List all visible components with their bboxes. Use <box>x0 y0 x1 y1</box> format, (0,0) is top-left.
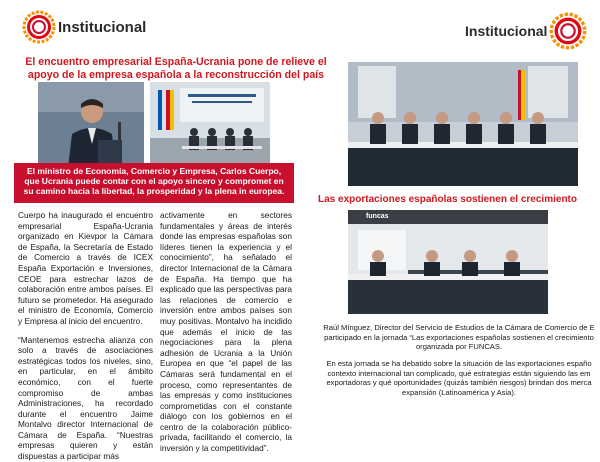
right-logo <box>465 12 587 50</box>
conference-photo <box>348 62 578 186</box>
right-caption-line-2: participado en la jornada “Las exportaciones españolas sostienen el crecimiento <box>324 332 594 342</box>
left-col2-paragraph-1: activamente en sectores fundamentales y áreas de interés donde las empresas españolas son líderes tienen la experiencia y el conocimiento”, ha señalado el director Internacional de la Cámara de España. Ha tiempo que ha explicado que las perspectivas para las relaciones de comercio e inversión entre ambos países son muy positivas. Montalvo ha incidido que además el inicio de las negociaciones para la plena adhesión de Ucrania a la Unión Europea en que “el papel de las Cámaras será fundamental en el proceso, como representantes de las empresas y como instituciones comprometidas con el constante diálogo con los gobiernos en el centro de la colaboración público-privada, facilitando el comercio, la inversión y la competitividad”. <box>160 210 292 454</box>
camara-ring-logo-icon <box>549 12 587 50</box>
camara-ring-logo-icon <box>22 10 56 44</box>
left-column-1 <box>18 210 153 462</box>
right-caption-line-3: organizada por FUNCAS. <box>415 342 503 352</box>
right-caption-line-1: Raúl Mínguez, Director del Servicio de Estudios de la Cámara de Comercio de E <box>323 323 595 332</box>
funcas-screen-label: funcas <box>366 213 389 220</box>
left-col1-paragraph-1: Cuerpo ha inaugurado el encuentro empresarial España-Ucrania organizado en Kievpor la Cámara de España, la Secretaría de Estado de Comercio a través de ICEX España Exportación e Inversiones, CEOE para estrechar lazos de colaboración entre ambos países. El futuro se prometedor. Ha asegurado el ministro de Economía, Comercio y Empresa al inicio del encuentro. <box>18 210 153 326</box>
right-caption <box>318 323 600 352</box>
right-body-line-1: En esta jornada se ha debatido sobre la situación de las exportaciones españo <box>326 359 592 368</box>
funcas-photo <box>348 210 548 314</box>
speaker-photo <box>38 82 144 168</box>
left-headline-line1: El encuentro empresarial España-Ucrania pone de relieve el <box>25 56 327 68</box>
left-headline <box>22 56 330 82</box>
left-caption: El ministro de Economía, Comercio y Empresa, Carlos Cuerpo, que Ucrania puede contar con el apoyo sincero y compromet en su camino hacia la libertad, la prosperidad y la plena in europea. <box>14 163 294 203</box>
left-column-2 <box>160 210 292 454</box>
left-logo-text: Institucional <box>58 18 147 36</box>
right-body <box>318 359 600 397</box>
left-headline-line2: apoyo de la empresa española a la reconstrucción del país <box>27 69 325 81</box>
right-headline: Las exportaciones españolas sostienen el crecimiento <box>318 194 577 205</box>
right-body-line-3: exportadoras y qué oportunidades (quizás también riesgos) brindan dos merca <box>326 378 592 388</box>
right-body-line-4: expansión (Latinoamérica y Asia). <box>402 387 516 397</box>
left-logo <box>22 10 146 44</box>
right-logo-text: Institucional <box>465 23 548 39</box>
right-body-line-2: contexto internacional tan complicado, qué estrategias están siguiendo las em <box>327 368 591 378</box>
panel-photo <box>150 82 270 168</box>
left-col1-paragraph-2: “Mantenemos estrecha alianza con solo a través de asociaciones estratégicas todos los niveles, sino, en particular, en el ámbito económico, con el fuerte compromiso de ambas Administraciones, ha recordado durante el encuentro Jaime Montalvo director Internacional de Cámara de España. “Nuestras empresas quieren y están dispuestas a participar más <box>18 334 153 462</box>
